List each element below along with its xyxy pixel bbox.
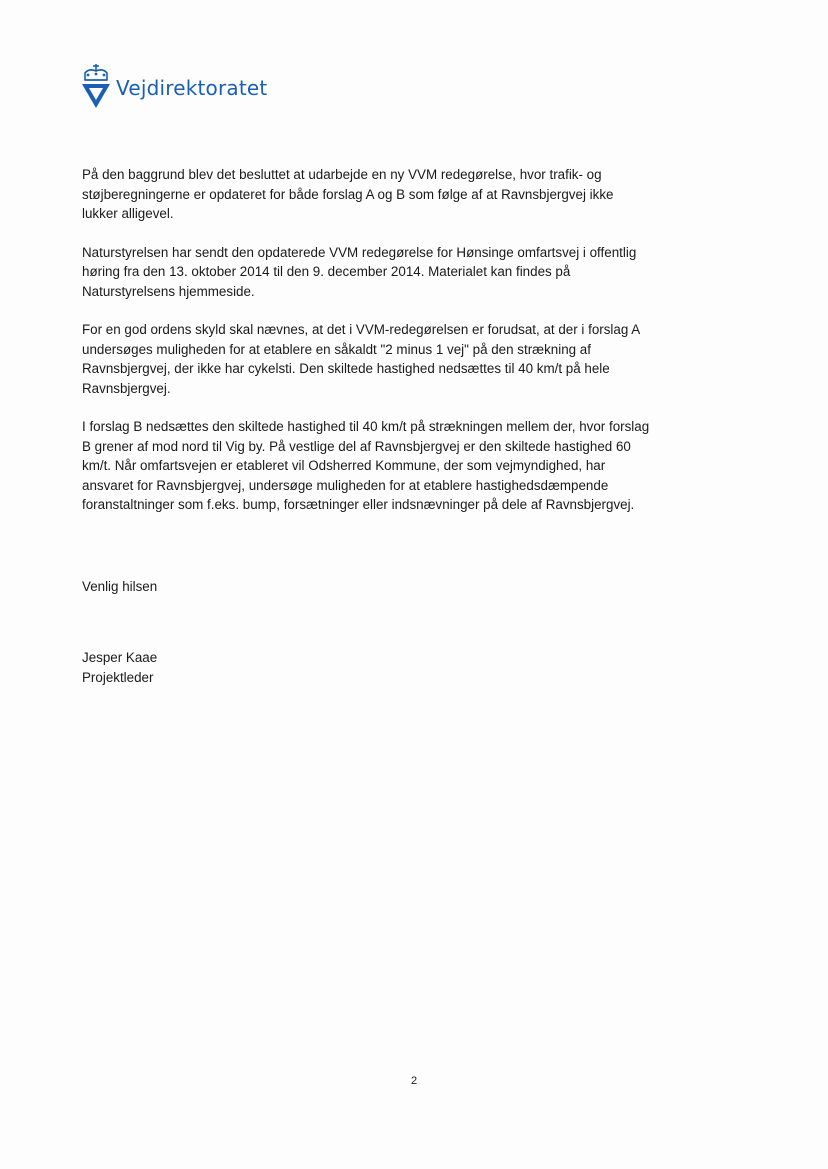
vejdirektoratet-logo [80,60,267,110]
signature-block [82,648,157,687]
paragraph-2: Naturstyrelsen har sendt den opdaterede VVM redegørelse for Hønsinge omfartsvej i offentlig høring fra den 13. oktober 2014 til den 9. december 2014. Materialet kan findes på Naturstyrelsens hjemmeside. [82,244,637,299]
letter-body [82,165,652,534]
paragraph-1: På den baggrund blev det besluttet at udarbejde en ny VVM redegørelse, hvor trafik- og støjberegningerne er opdateret for både forslag A og B som følge af at Ravnsbjergvej ikke lukker alligevel. [82,167,614,221]
logo-wordmark: Vejdirektoratet [116,76,268,100]
paragraph-4: I forslag B nedsættes den skiltede hastighed til 40 km/t på strækningen mellem der, hvor forslag B grener af mod nord til Vig by. På vestlige del af Ravnsbjergvej er den skiltede hastighed 60 km/t. Når omfartsvejen er etableret vil Odsherred Kommune, der som vejmyndighed, har ansvaret for Ravnsbjergvej, undersøge muligheden for at etablere hastighedsdæmpende foranstaltninger som f.eks. bump, forsætninger eller indsnævninger på dele af Ravnsbjergvej. [82,419,650,512]
signer-title: Projektleder [82,669,154,685]
paragraph-3: For en god ordens skyld skal nævnes, at det i VVM-redegørelsen er forudsat, at der i forslag A undersøges muligheden for at etablere en såkaldt "2 minus 1 vej" på den strækning af Ravnsbjergvej, der ikke har cykelsti. Den skiltede hastighed nedsættes til 40 km/t på hele Ravnsbjergvej. [82,322,640,396]
closing-greeting: Venlig hilsen [82,579,158,594]
page-number: 2 [410,1075,418,1087]
crown-triangle-icon [80,60,112,110]
signer-name: Jesper Kaae [82,650,158,665]
